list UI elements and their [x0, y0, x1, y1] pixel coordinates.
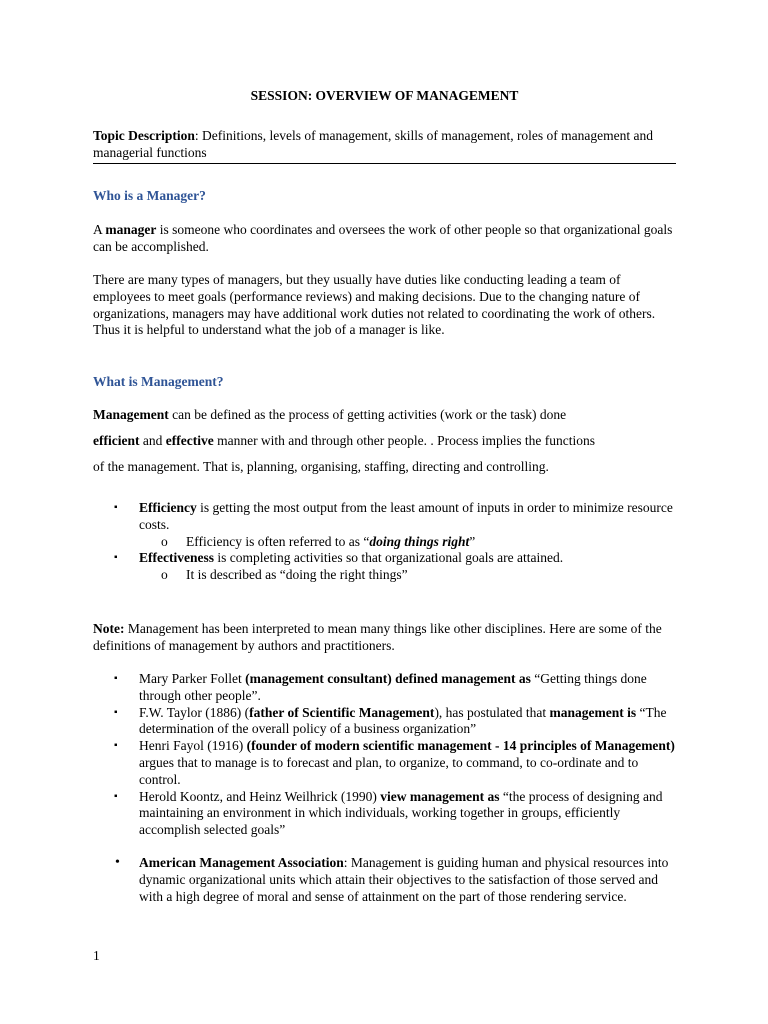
sub-item-efficiency	[93, 534, 676, 551]
list-item-efficiency	[93, 500, 676, 534]
ama-bold: American Management Association	[139, 855, 344, 870]
note-text: Management has been interpreted to mean many things like other disciplines. Here are some of the definitions of management by authors and practitioners.	[93, 621, 662, 653]
management-line-1-text: can be defined as the process of getting activities (work or the task) done	[168, 407, 567, 422]
koontz-text-a: Herold Koontz, and Heinz Weilhrick (1990)	[139, 788, 381, 804]
follet-text-a: Mary Parker Follet	[139, 671, 246, 686]
follet-text-b: “Getting things done through other people”.	[139, 671, 647, 703]
concepts-list	[93, 500, 676, 584]
taylor-text-c: “The determination of the overall policy of a business organization”	[139, 704, 667, 737]
taylor-text-b: ), has postulated that	[434, 704, 550, 720]
manager-types-paragraph: There are many types of managers, but they usually have duties like conducting leading a team of employees to meet goals (performance reviews) and making decisions. Due to the changing nature of organizations, managers may have additional work duties not related to coordinating the work of others. Thus it is helpful to understand what the job of a manager is like.	[93, 272, 656, 338]
taylor-bold-2: management is	[549, 704, 637, 720]
square-bullet-icon: ▪	[114, 740, 118, 752]
effective-bold: effective	[165, 433, 214, 448]
ama-list	[93, 855, 676, 905]
square-bullet-icon: ▪	[114, 552, 118, 564]
ama-text: : Management is guiding human and physical resources into dynamic organizational units which attain their objectives to the satisfaction of those served and with a high degree of moral and sense of attainment on the part of those rendering service.	[139, 855, 669, 904]
taylor-bold: father of Scientific Management	[249, 704, 435, 720]
fayol-text-b: argues that to manage is to forecast and plan, to organize, to command, to co-ordinate and to control.	[139, 754, 639, 787]
circle-bullet-icon: o	[161, 567, 168, 583]
effectiveness-sub-text: It is described as “doing the right things”	[186, 567, 408, 583]
koontz-bold: view management as	[380, 788, 500, 804]
topic-text: : Definitions, levels of management, skills of management, roles of management and managerial functions	[93, 128, 654, 160]
management-line-2-text: manner with and through other people. . Process implies the functions	[213, 433, 595, 448]
taylor-text-a: F.W. Taylor (1886) (	[139, 704, 250, 720]
list-item-ama	[93, 855, 676, 905]
manager-def-bold: manager	[105, 222, 157, 237]
management-definition-line-3: of the management. That is, planning, organising, staffing, directing and controlling.	[93, 459, 549, 474]
follet-bold: (management consultant) defined management as	[245, 671, 531, 686]
management-definition-line-2	[93, 428, 676, 454]
efficiency-bold: Efficiency	[139, 500, 197, 515]
definitions-list	[93, 671, 676, 839]
square-bullet-icon: ▪	[114, 673, 118, 684]
effectiveness-bold: Effectiveness	[139, 550, 214, 566]
efficient-bold: efficient	[93, 433, 140, 448]
management-definition-line-1	[93, 402, 676, 428]
page-title: SESSION: OVERVIEW OF MANAGEMENT	[250, 88, 519, 103]
list-item-koontz	[93, 789, 676, 839]
efficiency-sub-text-b: ”	[469, 533, 476, 549]
square-bullet-icon: ▪	[114, 706, 118, 718]
manager-definition-paragraph	[93, 222, 676, 256]
square-bullet-icon: ▪	[114, 502, 118, 513]
fayol-text-a: Henri Fayol (1916)	[139, 738, 247, 754]
list-item-effectiveness	[93, 550, 676, 567]
sub-item-effectiveness	[93, 567, 676, 584]
circle-bullet-icon: o	[161, 533, 168, 549]
topic-label: Topic Description	[93, 128, 195, 143]
manager-def-text-b: is someone who coordinates and oversees the work of other people so that organizational goals can be accomplished.	[93, 222, 673, 254]
list-item-fayol	[93, 738, 676, 788]
efficiency-sub-text-a: Efficiency is often referred to as “	[186, 533, 370, 549]
effectiveness-text: is completing activities so that organizational goals are attained.	[213, 550, 564, 566]
page-number: 1	[93, 948, 100, 963]
note-paragraph	[93, 621, 676, 655]
efficiency-sub-emphasis: doing things right	[369, 533, 470, 549]
heading-who-is-manager: Who is a Manager?	[93, 188, 206, 203]
heading-what-is-management: What is Management?	[93, 374, 224, 389]
management-bold: Management	[93, 407, 169, 422]
management-line-2-mid: and	[139, 433, 166, 448]
koontz-text-b: “the process of designing and maintaining an environment in which individuals, working together in groups, efficiently accomplish selected goals”	[139, 788, 663, 838]
round-bullet-icon: •	[115, 855, 120, 870]
list-item-taylor	[93, 705, 676, 739]
topic-description	[93, 128, 676, 164]
efficiency-text: is getting the most output from the least amount of inputs in order to minimize resource costs.	[139, 500, 673, 532]
note-label: Note:	[93, 621, 125, 636]
list-item-follet	[93, 671, 676, 705]
fayol-bold: (founder of modern scientific management - 14 principles of Management)	[246, 738, 675, 754]
manager-def-text-a: A	[93, 222, 106, 237]
square-bullet-icon: ▪	[114, 790, 118, 802]
